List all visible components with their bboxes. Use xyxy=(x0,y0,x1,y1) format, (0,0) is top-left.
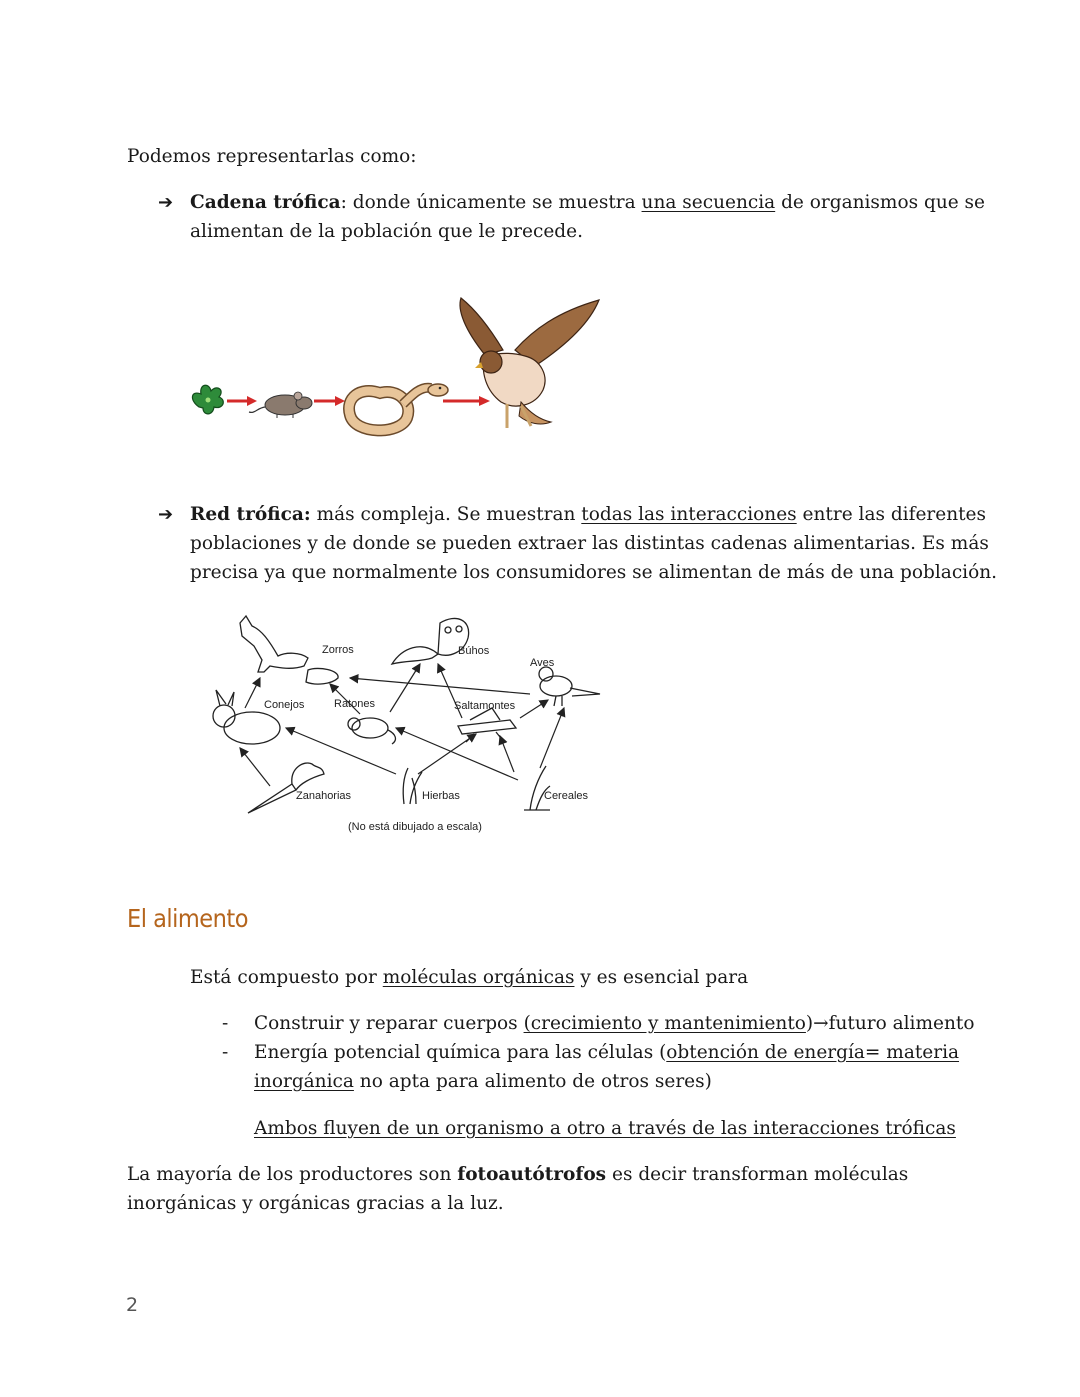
red-line-3: precisa ya que normalmente los consumidores se alimentan de más de una población. xyxy=(190,562,998,583)
red-term: Red trófica: xyxy=(190,504,311,525)
label-zorros: Zorros xyxy=(322,644,354,656)
paragraph-line-1: La mayoría de los productores son fotoautótrofos es decir transforman moléculas xyxy=(127,1164,909,1185)
red-line-1: Red trófica: más compleja. Se muestran todas las interacciones entre las diferentes xyxy=(190,504,986,525)
food-chain-illustration xyxy=(185,290,615,450)
red-underlined: todas las interacciones xyxy=(581,504,797,525)
snake-icon xyxy=(349,384,448,430)
list-item-1: Construir y reparar cuerpos (crecimiento y mantenimiento)→futuro alimento xyxy=(254,1013,975,1034)
label-zanahorias: Zanahorias xyxy=(296,790,352,802)
cadena-term: Cadena trófica xyxy=(190,192,341,213)
cereal-icon xyxy=(524,766,550,810)
section-heading: El alimento xyxy=(127,904,248,933)
cadena-line-2: alimentan de la población que le precede. xyxy=(190,221,583,242)
paragraph-line-2: inorgánicas y orgánicas gracias a la luz. xyxy=(127,1193,504,1214)
page-number: 2 xyxy=(126,1294,139,1316)
label-conejos: Conejos xyxy=(264,699,305,711)
arrow-2-icon xyxy=(314,396,345,406)
mouse-icon xyxy=(249,392,312,418)
food-web-caption: (No está dibujado a escala) xyxy=(348,821,482,833)
intro-text: Podemos representarlas como: xyxy=(127,146,417,167)
hawk-icon xyxy=(460,298,599,428)
list-item-2-line-2: inorgánica no apta para alimento de otros seres) xyxy=(254,1071,712,1092)
label-buhos: Búhos xyxy=(458,645,490,657)
arrow-bullet-icon: ➔ xyxy=(158,504,174,525)
list-item-2-line-1: Energía potencial química para las células (obtención de energía= materia xyxy=(254,1042,960,1063)
cadena-line-1: Cadena trófica: donde únicamente se muestra una secuencia de organismos que se xyxy=(190,192,986,213)
list-dash: - xyxy=(222,1042,229,1063)
label-aves: Aves xyxy=(530,657,555,669)
carrot-icon xyxy=(248,763,324,813)
section-intro: Está compuesto por moléculas orgánicas y es esencial para xyxy=(190,967,749,988)
label-saltamontes: Saltamontes xyxy=(454,700,516,712)
label-cereales: Cereales xyxy=(544,790,589,802)
cadena-underlined: una secuencia xyxy=(641,192,776,213)
arrow-bullet-icon: ➔ xyxy=(158,192,174,213)
plant-icon xyxy=(192,385,223,414)
owl-icon xyxy=(392,618,469,664)
food-web-diagram xyxy=(200,608,610,840)
arrow-3-icon xyxy=(443,396,490,406)
food-web-arrows xyxy=(240,664,564,786)
arrow-1-icon xyxy=(227,396,257,406)
section-note: Ambos fluyen de un organismo a otro a través de las interacciones tróficas xyxy=(254,1118,956,1139)
bird-icon xyxy=(539,667,600,706)
label-hierbas: Hierbas xyxy=(422,790,460,802)
mouse-web-icon xyxy=(348,718,395,744)
red-line-2: poblaciones y de donde se pueden extraer las distintas cadenas alimentarias. Es más xyxy=(190,533,989,554)
grasshopper-icon xyxy=(458,708,516,742)
label-ratones: Ratones xyxy=(334,698,375,710)
list-dash: - xyxy=(222,1013,229,1034)
